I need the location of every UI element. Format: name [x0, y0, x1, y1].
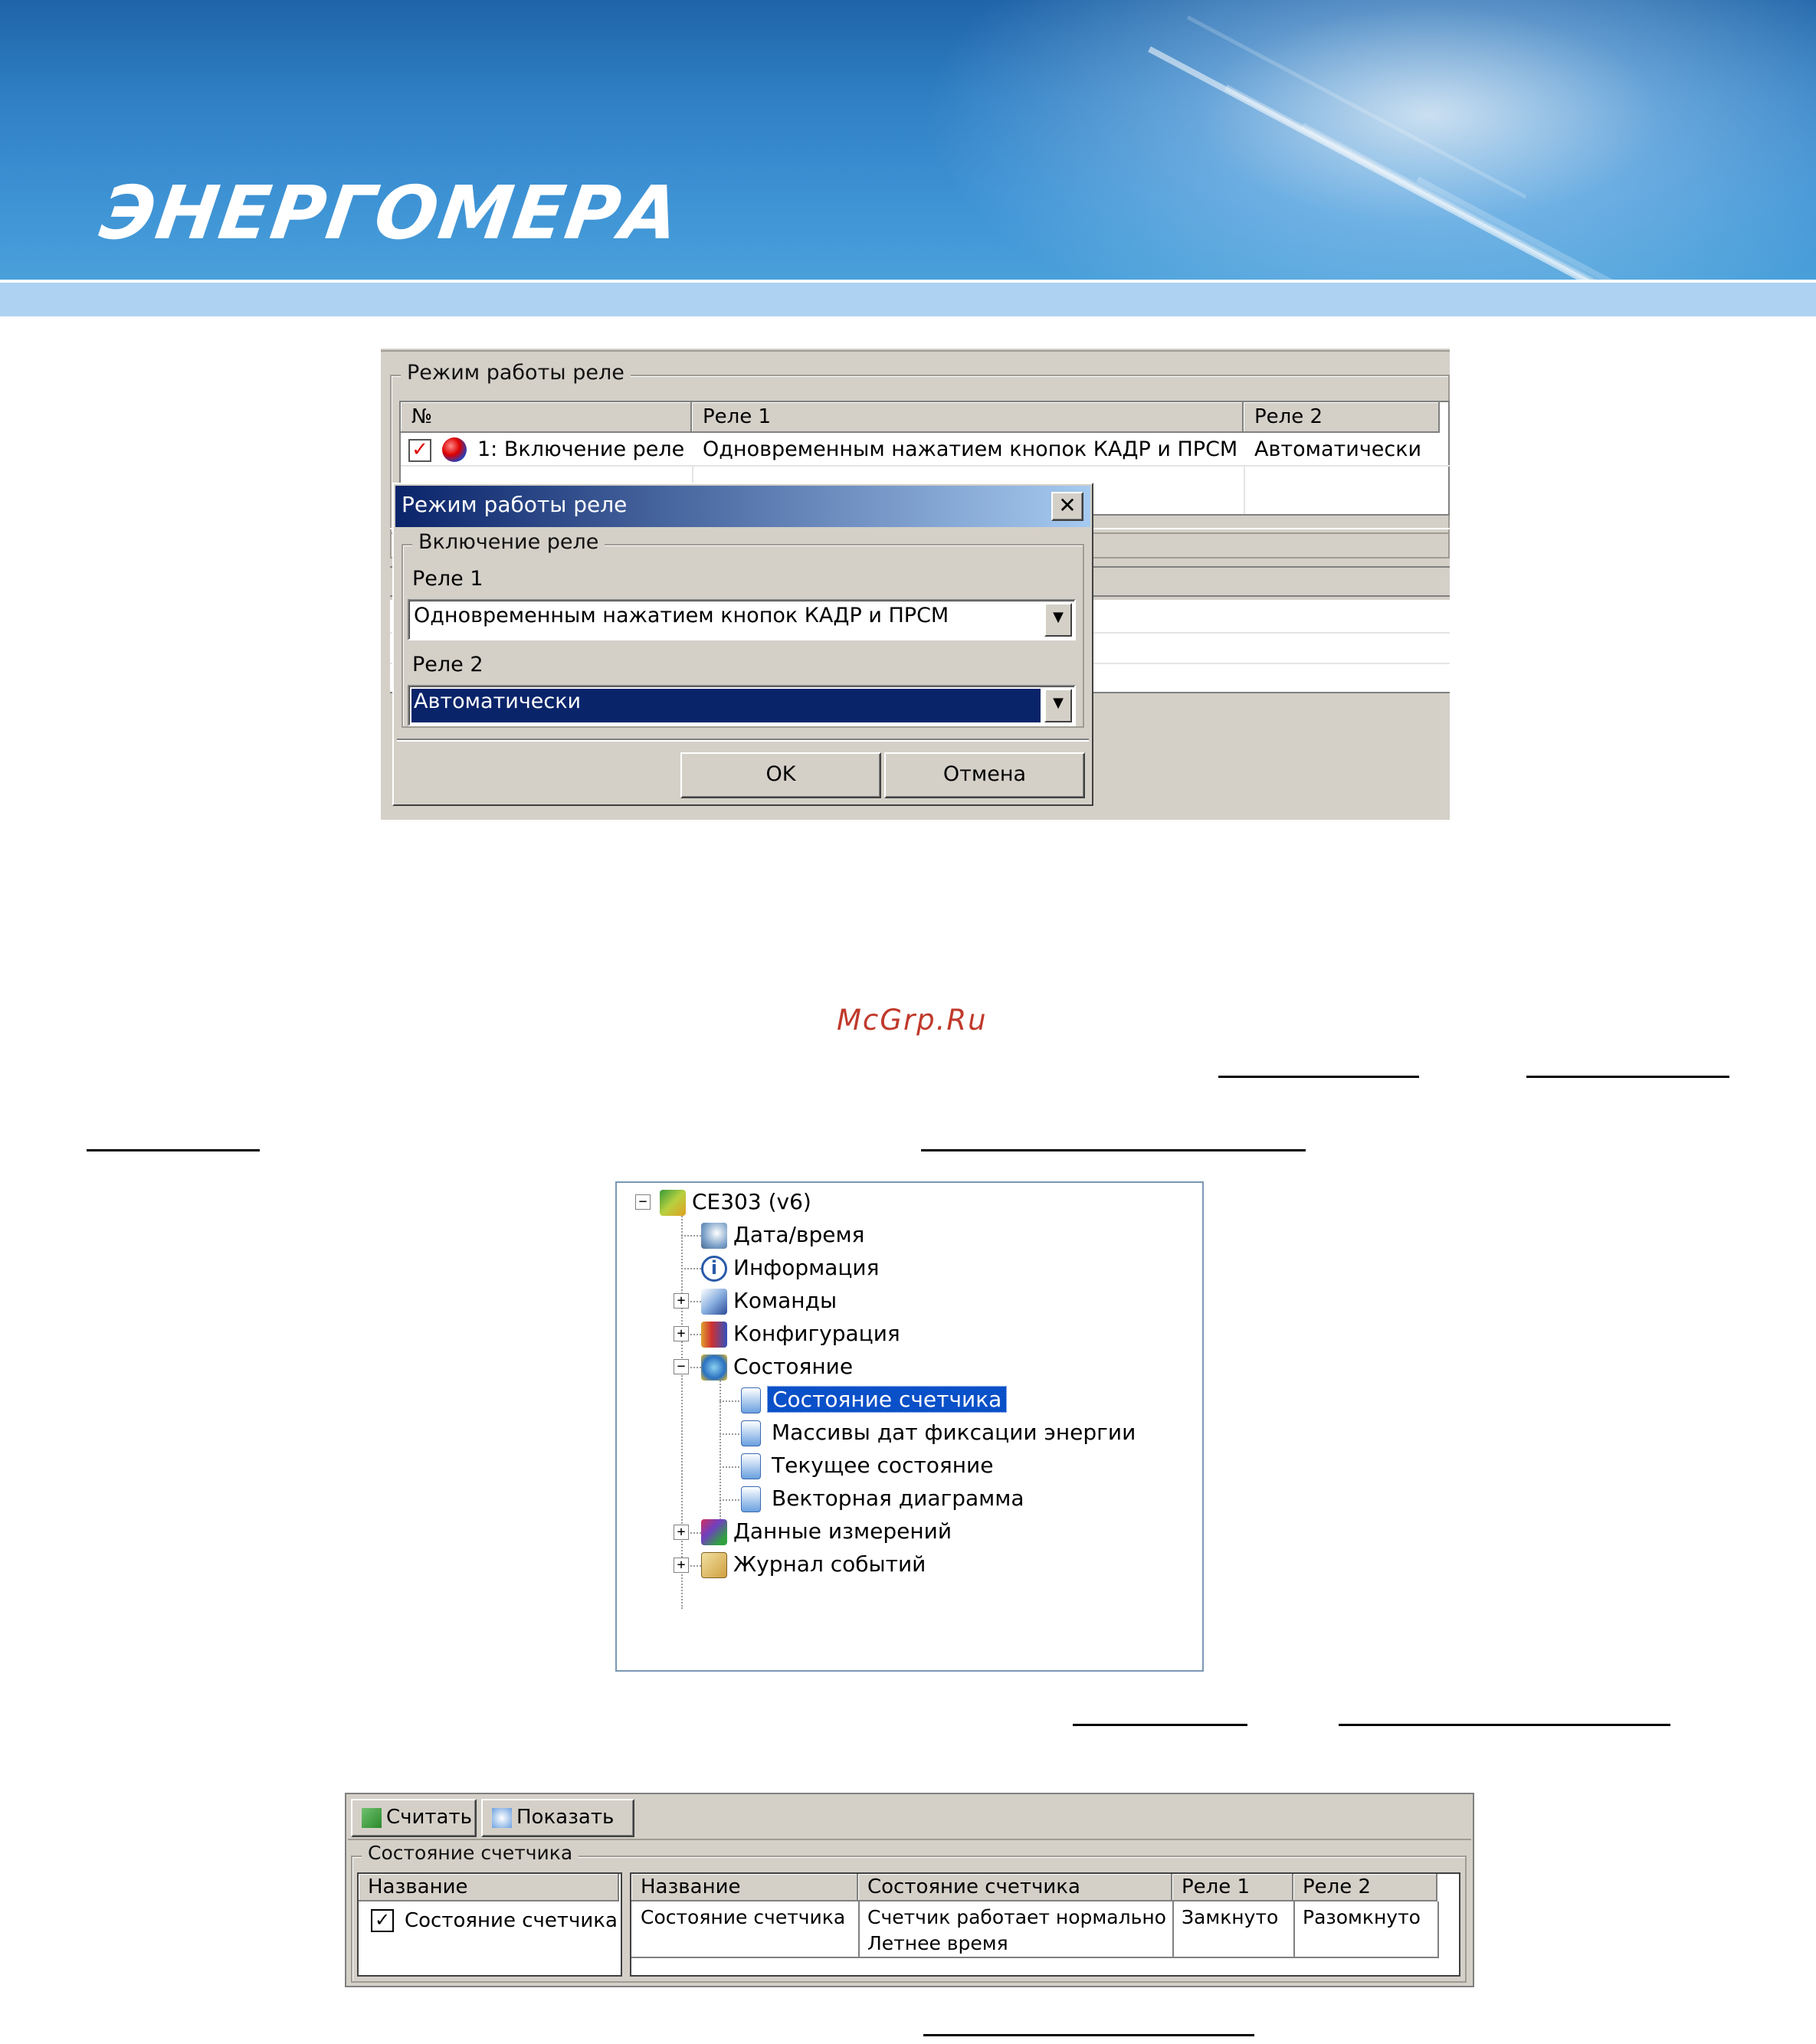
tree-item-label: Информация [733, 1255, 880, 1280]
dialog-title: Режим работы реле [402, 492, 628, 517]
tree-item-state[interactable] [701, 1352, 853, 1381]
relay2-select[interactable] [408, 685, 1076, 726]
show-icon [492, 1808, 512, 1828]
row-relay1: Одновременным нажатием кнопок КАДР и ПРСМ [703, 437, 1238, 461]
collapse-icon[interactable]: − [674, 1359, 689, 1374]
device-tree [615, 1181, 1204, 1672]
tree-connector [720, 1466, 742, 1468]
grid-line [1437, 1902, 1439, 1958]
grid-line [1172, 1902, 1174, 1958]
read-button-label: Считать [386, 1806, 472, 1829]
tree-connector [720, 1499, 742, 1501]
grid-line [1244, 465, 1245, 514]
column-header-relay1[interactable]: Реле 1 [692, 402, 1244, 433]
parameter-list-header[interactable]: Название [359, 1874, 619, 1902]
row-state-line1: Счетчик работает нормально [867, 1906, 1166, 1928]
text-underline [1218, 1076, 1419, 1078]
relay-on-group-title: Включение реле [412, 530, 605, 554]
tree-item-vector-diagram[interactable] [741, 1484, 1029, 1513]
clock-icon [701, 1223, 727, 1249]
tree-item-energy-dates[interactable] [741, 1418, 1140, 1447]
column-header-relay2[interactable]: Реле 2 [1293, 1874, 1437, 1902]
row-checkbox[interactable]: ✓ [408, 439, 431, 462]
grid-line [631, 1957, 1439, 1958]
commands-icon [701, 1289, 727, 1315]
row-relay2: Разомкнуто [1303, 1906, 1421, 1928]
relay2-label: Реле 2 [412, 653, 484, 676]
tree-item-commands[interactable] [701, 1286, 837, 1315]
relay-mode-dialog [392, 483, 1093, 806]
tree-connector [720, 1400, 742, 1402]
relay1-select[interactable] [408, 599, 1076, 640]
event-log-icon [701, 1552, 727, 1578]
show-button-label: Показать [516, 1806, 615, 1829]
tree-item-meter-state[interactable] [741, 1385, 1007, 1414]
column-header-name[interactable]: Название [631, 1874, 858, 1902]
text-underline [923, 2034, 1254, 2036]
close-icon[interactable]: ✕ [1051, 492, 1083, 521]
cancel-button[interactable]: Отмена [884, 752, 1085, 798]
expand-icon[interactable]: + [674, 1525, 689, 1540]
relay-mode-group-title: Режим работы реле [401, 361, 631, 385]
meter-state-group-title: Состояние счетчика [362, 1842, 579, 1864]
tree-item-config[interactable] [701, 1319, 900, 1348]
read-button[interactable] [351, 1799, 477, 1837]
tree-item-label: Массивы дат фиксации энергии [772, 1420, 1136, 1445]
text-underline [1073, 1724, 1247, 1726]
tree-item-label: Конфигурация [733, 1321, 900, 1346]
config-icon [701, 1322, 727, 1348]
column-header-relay2[interactable]: Реле 2 [1244, 402, 1440, 433]
tree-item-label: Состояние [733, 1354, 854, 1379]
window-edge [381, 347, 1450, 352]
tree-item-current-state[interactable] [741, 1451, 998, 1480]
tree-item-label-selected: Состояние счетчика [767, 1386, 1007, 1413]
tree-item-label: Данные измерений [733, 1518, 952, 1544]
grid-line [1293, 1902, 1295, 1958]
state-icon [701, 1354, 727, 1381]
grid-line [401, 465, 1450, 467]
relay1-select-value: Одновременным нажатием кнопок КАДР и ПРСМ [414, 604, 949, 627]
brand-logo: ЭНЕРГОМЕРА [95, 170, 687, 256]
text-underline [921, 1149, 1306, 1151]
row-number: 1: Включение реле [477, 437, 685, 461]
row-relay2: Автоматически [1254, 437, 1422, 461]
meter-status-window [345, 1793, 1474, 1987]
chevron-down-icon[interactable]: ▼ [1044, 689, 1072, 722]
text-underline [87, 1149, 260, 1151]
column-header-number[interactable]: № [401, 402, 692, 433]
text-underline [1339, 1724, 1670, 1726]
tree-item-label: Журнал событий [733, 1551, 926, 1577]
tree-item-measurements[interactable] [701, 1517, 952, 1546]
collapse-icon[interactable]: − [635, 1194, 651, 1210]
measurements-icon [701, 1519, 727, 1545]
dialog-divider [397, 739, 1089, 742]
row-relay1: Замкнуто [1182, 1906, 1279, 1928]
tree-root[interactable] [660, 1187, 811, 1217]
device-icon [660, 1190, 686, 1216]
document-icon [741, 1453, 761, 1479]
info-icon: i [701, 1256, 727, 1282]
grid-line [858, 1902, 860, 1958]
document-icon [741, 1387, 761, 1413]
row-name: Состояние счетчика [641, 1906, 846, 1928]
row-state-line2: Летнее время [867, 1932, 1008, 1954]
expand-icon[interactable]: + [674, 1326, 689, 1341]
expand-icon[interactable]: + [674, 1558, 689, 1573]
tree-item-label: Текущее состояние [772, 1453, 994, 1478]
watermark: McGrp.Ru [837, 1004, 988, 1037]
tree-item-label: Дата/время [733, 1222, 865, 1247]
parameter-item[interactable]: Состояние счетчика [405, 1909, 618, 1932]
relay-status-icon [442, 437, 467, 462]
show-button[interactable] [481, 1799, 634, 1837]
read-icon [362, 1808, 382, 1828]
tree-connector [681, 1210, 683, 1609]
tree-item-label: Векторная диаграмма [772, 1486, 1024, 1511]
text-underline [1526, 1076, 1729, 1078]
document-icon [741, 1420, 761, 1446]
chevron-down-icon[interactable]: ▼ [1044, 603, 1072, 637]
header-band [0, 280, 1816, 316]
relay1-label: Реле 1 [412, 567, 484, 591]
relay2-select-value: Автоматически [414, 690, 582, 713]
tree-item-event-log[interactable] [701, 1550, 926, 1579]
banner-glow [881, 0, 1816, 280]
tree-item-label: Команды [733, 1288, 838, 1313]
parameter-checkbox[interactable]: ✓ [371, 1909, 394, 1932]
tree-connector [720, 1433, 742, 1435]
tree-item-info[interactable] [701, 1253, 879, 1282]
document-icon [741, 1486, 761, 1512]
expand-icon[interactable]: + [674, 1293, 689, 1309]
header-banner [0, 0, 1816, 280]
tree-item-datetime[interactable] [701, 1220, 864, 1250]
ok-button[interactable]: OK [680, 752, 881, 798]
tree-root-label: CE303 (v6) [692, 1189, 811, 1214]
tree-connector [720, 1374, 721, 1535]
column-header-relay1[interactable]: Реле 1 [1172, 1874, 1293, 1902]
column-header-meter-state[interactable]: Состояние счетчика [858, 1874, 1172, 1902]
